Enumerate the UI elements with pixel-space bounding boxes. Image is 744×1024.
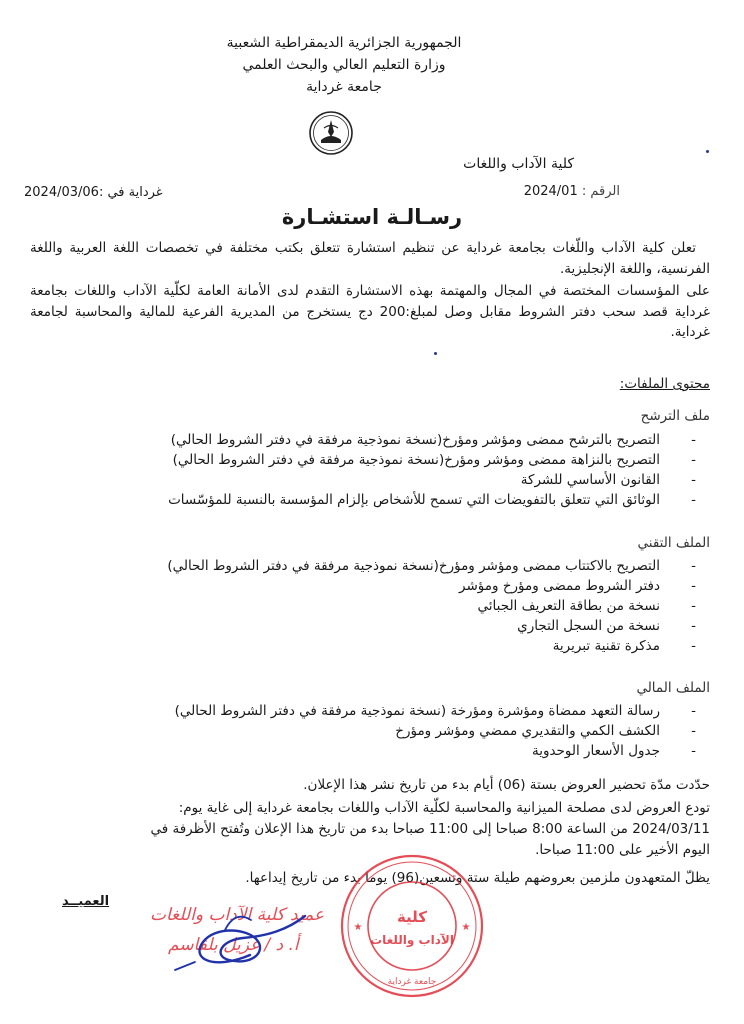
reference-number	[524, 184, 620, 199]
list-item: - الوثائق التي تتعلق بالتفويضات التي تسمح للأشخاص بإلزام المؤسسة بالنسبة للمؤسّسات	[34, 490, 674, 510]
stamp-top-text: كلية	[396, 908, 428, 926]
offer-paragraph: على المؤسسات المختصة في المجال والمهتمة بهذه الاستشارة التقدم لدى الأمانة العامة لكلّية الآداب واللغات بجامعة غرداية قصد سحب دفتر الشروط مقابل وصل لمبلغ:200 دج يستخرج من المديرية الفرعية للمالية والمحاسبة لجامعة غرداية.	[30, 283, 710, 340]
ministry-name: وزارة التعليم العالي والبحث العلمي	[242, 57, 446, 73]
list-item: - نسخة من بطاقة التعريف الجبائي	[34, 596, 674, 616]
contents-heading: محتوى الملفات:	[619, 376, 710, 392]
list-item: - الكشف الكمي والتقديري ممضي ومؤشر ومؤرخ	[34, 721, 674, 741]
list-item: - دفتر الشروط ممضى ومؤرخ ومؤشر	[34, 576, 674, 596]
svg-text:★: ★	[353, 922, 363, 933]
official-stamp-icon	[338, 852, 486, 1000]
preparation-period: حدّدت مدّة تحضير العروض بستة (06) أيام بدء من تاريخ نشر هذا الإعلان.	[303, 777, 710, 793]
list-item: - مذكرة تقنية تبريرية	[34, 636, 674, 656]
deposit-line: 2024/03/11 من الساعة 8:00 صباحا إلى 11:00 صباحا بدء من تاريخ هذا الإعلان وتُفتح الأظرفة في	[150, 821, 710, 837]
signatory-title: العميــد	[62, 894, 110, 909]
list-item: - التصريح بالاكتتاب ممضى ومؤشر ومؤرخ(نسخة نموذجية مرفقة في دفتر الشروط الحالي)	[34, 556, 674, 576]
candidacy-file-list	[34, 430, 674, 510]
list-item: - نسخة من السجل التجاري	[34, 616, 674, 636]
offer-validity: يظلّ المتعهدون ملزمين بعروضهم طيلة ستة وتسعين(96) يوما بدء من تاريخ إيداعها.	[245, 870, 710, 886]
svg-text:★: ★	[461, 922, 471, 933]
technical-file-list	[34, 556, 674, 656]
deposit-line: اليوم الأخير على 11:00 صباحا.	[535, 842, 710, 858]
ink-dot	[434, 352, 437, 355]
financial-file-title: الملف المالي	[636, 680, 710, 696]
letter-title: رسـالـة استشـارة	[281, 205, 463, 229]
faculty-name: كلية الآداب واللغات	[463, 156, 574, 172]
reference-value: 2024/01	[523, 184, 578, 199]
intro-paragraph: تعلن كلية الآداب واللّغات بجامعة غرداية عن تنظيم استشارة تتعلق بكتب مختلفة في تخصصات اللغة العربية واللغة الفرنسية، واللغة الإنجليزية.	[30, 240, 710, 277]
signature-stamp-line1: عميد كلية الآداب واللغات	[150, 905, 325, 925]
university-logo-icon	[308, 110, 354, 156]
list-item: - جدول الأسعار الوحدوية	[34, 741, 674, 761]
technical-file-title: الملف التقني	[637, 535, 710, 551]
list-item: - التصريح بالنزاهة ممضى ومؤشر ومؤرخ(نسخة نموذجية مرفقة في دفتر الشروط الحالي)	[34, 450, 674, 470]
list-item: - القانون الأساسي للشركة	[34, 470, 674, 490]
candidacy-file-title: ملف الترشح	[640, 408, 710, 424]
reference-label: الرقم :	[581, 184, 620, 199]
list-item: - التصريح بالترشح ممضى ومؤشر ومؤرخ(نسخة نموذجية مرفقة في دفتر الشروط الحالي)	[34, 430, 674, 450]
date-line: غرداية في :2024/03/06	[24, 185, 163, 200]
republic-name: الجمهورية الجزائرية الديمقراطية الشعبية	[226, 35, 462, 51]
handwritten-signature-icon	[155, 900, 355, 980]
stamp-bottom-text: الآداب واللغات	[370, 933, 454, 947]
signature-stamp-line2: أ. د / غزيل بلقاسم	[168, 935, 299, 955]
financial-file-list	[34, 701, 674, 761]
list-item: - رسالة التعهد ممضاة ومؤشرة ومؤرخة (نسخة نموذجية مرفقة في دفتر الشروط الحالي)	[34, 701, 674, 721]
deposit-line: تودع العروض لدى مصلحة الميزانية والمحاسبة لكلّية الآداب واللغات بجامعة غرداية إلى غاية يوم:	[178, 800, 710, 816]
ink-dot	[706, 150, 709, 153]
letterhead	[214, 32, 474, 98]
stamp-ring-text: جامعة غرداية	[387, 977, 437, 987]
university-name: جامعة غرداية	[306, 79, 382, 95]
